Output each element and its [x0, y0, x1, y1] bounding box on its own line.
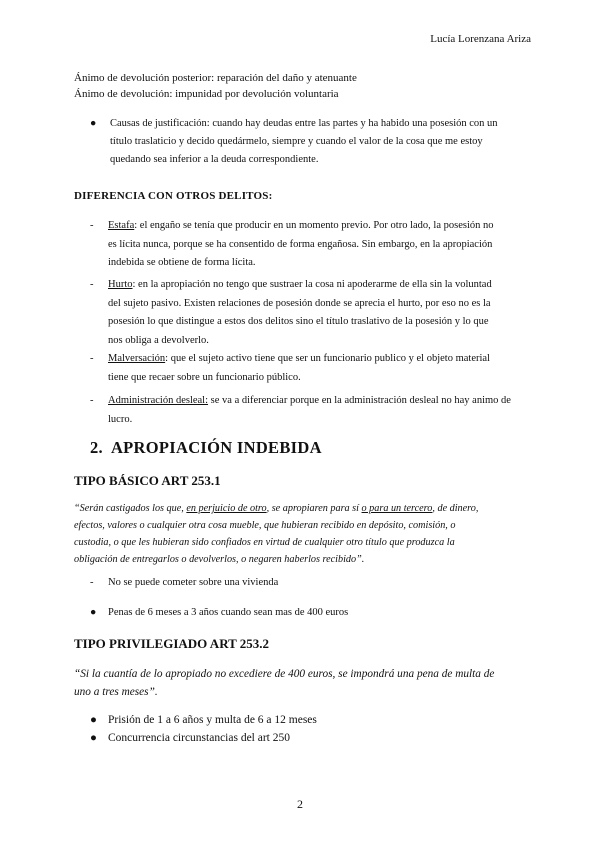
tipo-privilegiado-bullet-item: ● Prisión de 1 a 6 años y multa de 6 a 12 meses — [90, 714, 317, 726]
tipo-privilegiado-heading: TIPO PRIVILEGIADO ART 253.2 — [74, 636, 270, 651]
dash-mark: - — [90, 220, 94, 231]
paragraph-line: Hurto: en la apropiación no tengo que sustraer la cosa ni apoderarme de ella sin la voluntad — [108, 279, 492, 290]
tipo-privilegiado-quote — [74, 665, 530, 701]
paragraph-line: quedando sea inferior a la deuda correspondiente. — [110, 154, 319, 165]
dash-mark: - — [90, 577, 94, 588]
paragraph-line: del sujeto pasivo. Existen relaciones de posesión donde se aprecia el hurto, por eso no es la — [108, 297, 491, 309]
quote-line: obligación de entregarlos o devolverlos, o negaren haberlos recibido”. — [74, 554, 365, 565]
tipo-privilegiado-bullet-item: ● Concurrencia circunstancias del art 250 — [90, 732, 291, 744]
term: Administración desleal: — [108, 395, 209, 406]
dash-mark: - — [90, 395, 94, 406]
paragraph-line: lucro. — [108, 413, 133, 425]
section-title: APROPIACIÓN INDEBIDA — [110, 438, 322, 457]
paragraph-line: Causas de justificación: cuando hay deudas entre las partes y ha habido una posesión con un — [110, 118, 498, 129]
dash-mark: - — [90, 279, 94, 290]
header-author: Lucía Lorenzana Ariza — [430, 33, 531, 45]
underlined-phrase: en perjuicio de otro — [186, 503, 267, 514]
bullet-mark: ● — [90, 118, 97, 129]
page-number: 2 — [297, 797, 303, 811]
differences-heading: DIFERENCIA CON OTROS DELITOS: — [74, 190, 273, 202]
intro-line: Ánimo de devolución: impunidad por devolución voluntaria — [74, 88, 339, 100]
tipo-basico-heading: TIPO BÁSICO ART 253.1 — [74, 473, 221, 488]
quote-line: “Serán castigados los que, en perjuicio de otro, se apropiaren para sí o para un tercero, de dinero, — [74, 503, 479, 514]
dash-mark: - — [90, 353, 94, 364]
tipo-basico-bullet-item: ● Penas de 6 meses a 3 años cuando sean mas de 400 euros — [90, 607, 349, 618]
quote-line: efectos, valores o cualquier otra cosa mueble, que hubieran recibido en depósito, comisión, o — [74, 520, 456, 531]
quote-line: “Si la cuantía de lo apropiado no excediere de 400 euros, se impondrá una pena de multa de — [74, 668, 495, 680]
intro-line: Ánimo de devolución posterior: reparación del daño y atenuante — [74, 72, 357, 84]
tipo-basico-dash-item: - No se puede cometer sobre una vivienda — [90, 577, 279, 588]
section-heading — [90, 438, 322, 458]
paragraph-line: posesión lo que distingue a estos dos delitos sino el título traslativo de la posesión y lo que — [108, 316, 489, 327]
quote-line: custodia, o que les hubieran sido confiados en virtud de cualquier otro título que produzca la — [74, 537, 455, 548]
bullet-mark: ● — [90, 714, 97, 726]
paragraph-line: es lícita nunca, porque se ha consentido de forma engañosa. Sin embargo, en la apropiación — [108, 238, 493, 250]
paragraph-line: tiene que recaer sobre un funcionario público. — [108, 371, 301, 383]
quote-line: uno a tres meses”. — [74, 686, 158, 698]
term: Malversación — [108, 353, 166, 364]
paragraph-line: indebida se obtiene de forma lícita. — [108, 257, 256, 268]
underlined-phrase: o para un tercero — [361, 503, 433, 514]
term: Estafa — [108, 220, 135, 231]
term: Hurto — [108, 279, 133, 290]
paragraph-line: nos obliga a devolverlo. — [108, 334, 209, 346]
paragraph-line: Administración desleal: se va a diferenciar porque en la administración desleal no hay animo de — [108, 395, 511, 406]
paragraph-line: Malversación: que el sujeto activo tiene que ser un funcionario publico y el objeto material — [108, 353, 490, 364]
bullet-mark: ● — [90, 607, 97, 618]
paragraph-line: Estafa: el engaño se tenía que producir en un momento previo. Por otro lado, la posesión no — [108, 220, 494, 231]
tipo-basico-quote — [74, 500, 526, 568]
bullet-mark: ● — [90, 732, 97, 744]
section-number: 2. — [90, 438, 103, 457]
paragraph-line: título traslaticio y decido quedármelo, siempre y cuando el valor de la cosa que me estoy — [110, 136, 483, 147]
